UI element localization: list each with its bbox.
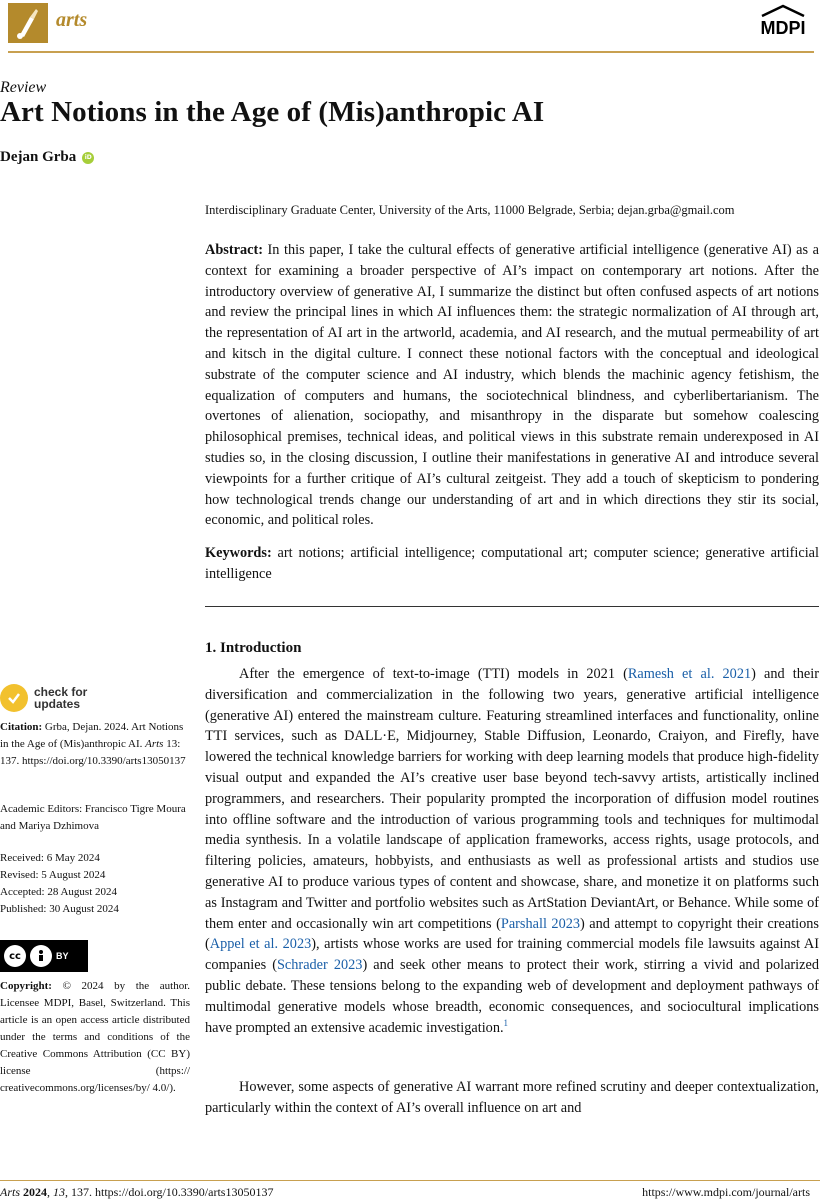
journal-logo-icon — [8, 3, 48, 43]
citation-journal: Arts — [145, 738, 164, 750]
section-divider — [205, 606, 819, 607]
footer-doi[interactable]: , 137. https://doi.org/10.3390/arts13050137 — [65, 1185, 274, 1199]
date-received: Received: 6 May 2024 — [0, 852, 100, 864]
orcid-icon[interactable]: iD — [82, 152, 94, 164]
author-line — [0, 149, 94, 166]
author-name[interactable]: Dejan Grba — [0, 149, 77, 165]
citation-text: Grba, Dejan. 2024. Art Notions in the Age of (Mis)anthropic AI. — [0, 721, 184, 750]
abstract-label: Abstract: — [205, 242, 263, 258]
intro-text-a: After the emergence of text-to-image (TTI) models in 2021 ( — [239, 666, 628, 682]
footnote-link[interactable]: 1 — [503, 1017, 509, 1028]
copyright-block — [0, 978, 190, 1097]
abstract — [205, 240, 819, 531]
citation-doi[interactable]: 13: 137. https://doi.org/10.3390/arts13050137 — [0, 738, 186, 767]
header-rule — [8, 51, 814, 53]
editors-text: Francisco Tigre Moura and Mariya Dzhimova — [0, 803, 186, 832]
keywords-label: Keywords: — [205, 545, 272, 561]
dates-block — [0, 850, 190, 918]
footer-citation: Arts 2024, 13, 137. https://doi.org/10.3390/arts13050137 — [0, 1185, 274, 1199]
citation-link-schrader[interactable]: Schrader 2023 — [276, 957, 363, 974]
section-title: 1. Introduction — [205, 640, 302, 656]
intro-paragraph-1 — [205, 664, 819, 1038]
article-title: Art Notions in the Age of (Mis)anthropic AI — [0, 96, 545, 128]
cc-license-badge[interactable] — [0, 940, 88, 972]
intro-text-d: ), artists whose works are used for training commercial models file lawsuits against AI companies ( — [205, 936, 819, 974]
person-icon — [30, 945, 52, 967]
journal-name[interactable]: arts — [56, 9, 88, 31]
check-icon — [0, 684, 28, 712]
cc-icon: cc — [4, 945, 26, 967]
intro-paragraph-2: However, some aspects of generative AI warrant more refined scrutiny and deeper contextualization, particularly within the context of AI’s overall influence on art and — [205, 1079, 819, 1116]
abstract-text: In this paper, I take the cultural effects of generative artificial intelligence (generative AI) as a context for examining a broader perspective of AI’s impact on contemporary art notions. After the introductory overview of generative AI, I summarize the distinct but often confused aspects of art notions and review the principal lines in which AI influences them: the strategic normalization of AI through art, the representation of AI art in the artworld, academia, and AI research, and the mutual permeability of art and kitsch in the digital culture. I connect these notional factors with the conceptual and ideological substrate of the computer science and AI industry, which blends the machinic agency fetishism, the equalization of computers and humans, the sociotechnical blindness, and cyberlibertarianism. The overtones of alienation, sociopathy, and misanthropy in the disparate but somehow coalescing philosophical premises, technical ideas, and political views in this substrate remain underexposed in AI studies so, in the closing discussion, I outline their manifestations in generative AI and introduce several viewpoints for a further critique of AI’s cultural zeitgeist. They add a touch of skepticism to pondering how technological trends change our understanding of art and in which directions they stir its social, economic, and political roles. — [205, 242, 819, 529]
mdpi-logo[interactable] — [752, 4, 814, 38]
citation-label: Citation: — [0, 721, 43, 733]
intro-text-c: ) and attempt to copyright their creations ( — [205, 915, 819, 953]
intro-text-b: ) and their diversification and commercialization in the following two years, generative artificial intelligence (generative AI) entered the mainstream culture. Featuring streamlined interfaces and functionality, online TTI services, such as DALL·E, Midjourney, Stable Diffusion, Leonardo, Craiyon, and Firefly, have lowered the technical knowledge barriers for working with deep learning models that produce high-fidelity visual output and expanded the AI’s creative user base beyond tech-savvy artists, artistically inclined programmers, and researchers. Their popularity prompted the incorporation of diffusion model routines into offline software and the introduction of various programming tools and techniques for multimodal media synthesis. In a volatile landscape of application frameworks, access rights, usage protocols, and filtering policies, amateurs, hobbyists, and enthusiasts as well as professional artists and studios use generative AI to produce various types of content and showcase, share, and monetize it on platforms such as Instagram and Twitter and portfolio websites such as ArtStation DeviantArt, or Behance. While some of them enter and occasionally win art competitions ( — [205, 666, 819, 932]
footer-journal: Arts — [0, 1185, 21, 1199]
citation-link-ramesh[interactable]: Ramesh et al. 2021 — [627, 666, 752, 682]
copyright-text: © 2024 by the author. Licensee MDPI, Basel, Switzerland. This article is an open access article distributed under the terms and conditions of the Creative Commons Attribution (CC BY) license (https:// creativecommons.org/licenses/by/ 4.0/). — [0, 980, 191, 1094]
keywords — [205, 543, 819, 585]
date-accepted: Accepted: 28 August 2024 — [0, 886, 118, 898]
citation-block — [0, 719, 190, 770]
footer-year: 2024 — [23, 1185, 48, 1199]
footer-rule — [0, 1180, 820, 1181]
editors-label: Academic Editors: — [0, 803, 83, 815]
check-updates-line1: check for — [34, 685, 88, 699]
citation-link-appel[interactable]: Appel et al. 2023 — [209, 936, 312, 953]
mdpi-logo-text: MDPI — [760, 18, 806, 38]
date-revised: Revised: 5 August 2024 — [0, 869, 106, 881]
affiliation: Interdisciplinary Graduate Center, University of the Arts, 11000 Belgrade, Serbia; dejan.grba@gmail.com — [205, 203, 735, 217]
editors-block — [0, 801, 190, 835]
check-updates-line2: updates — [34, 697, 81, 711]
date-published: Published: 30 August 2024 — [0, 903, 119, 915]
intro-text-e: ) and seek other means to protect their work, stirring a vivid and polarized public debate. These tensions belong to the expanding web of development and deployment pathways of multimodal generative models whose breadth, economic consequences, and sociocultural implications have prompted an extensive academic investigation. — [205, 957, 819, 1036]
footer-volume: 13 — [53, 1185, 66, 1199]
citation-link-parshall[interactable]: Parshall 2023 — [500, 915, 581, 932]
copyright-label: Copyright: — [0, 980, 52, 992]
cc-by-label: BY — [56, 951, 69, 961]
check-for-updates[interactable] — [0, 684, 87, 712]
keywords-text: art notions; artificial intelligence; computational art; computer science; generative artificial intelligence — [205, 545, 819, 582]
footer-url[interactable]: https://www.mdpi.com/journal/arts — [642, 1185, 810, 1199]
article-type: Review — [0, 79, 47, 96]
